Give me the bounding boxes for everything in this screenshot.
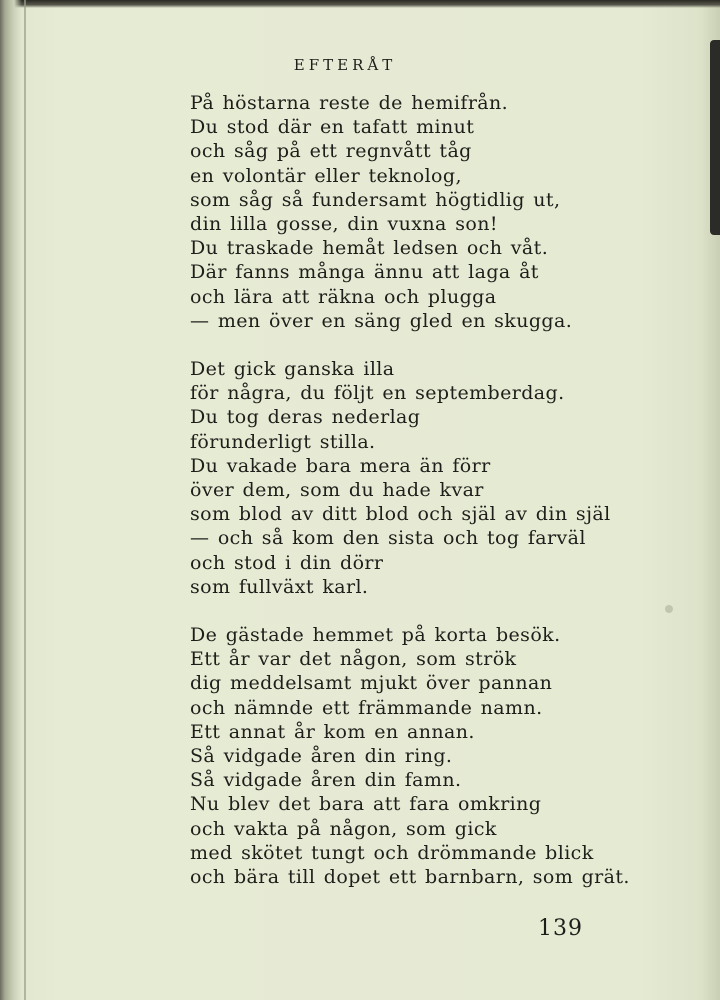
paper-smudge bbox=[665, 605, 673, 613]
poem-line: och stod i din dörr bbox=[190, 551, 384, 574]
poem-line: Så vidgade åren din ring. bbox=[190, 745, 453, 768]
poem-line: din lilla gosse, din vuxna son! bbox=[190, 213, 498, 236]
poem-line: Du vakade bara mera än förr bbox=[190, 454, 491, 477]
poem-line: över dem, som du hade kvar bbox=[190, 479, 484, 502]
poem-line: Så vidgade åren din famn. bbox=[190, 769, 462, 792]
poem-line: — och så kom den sista och tog farväl bbox=[190, 527, 586, 550]
right-edge-clip bbox=[710, 40, 720, 235]
poem-line: Du traskade hemåt ledsen och våt. bbox=[190, 237, 549, 260]
poem-line: Det gick ganska illa bbox=[190, 358, 395, 381]
poem-line: dig meddelsamt mjukt över pannan bbox=[190, 672, 553, 695]
poem-line: Du tog deras nederlag bbox=[190, 406, 421, 429]
poem-line: som såg så fundersamt högtidlig ut, bbox=[190, 188, 561, 211]
poem-line: som blod av ditt blod och själ av din själ bbox=[190, 503, 611, 526]
poem-line: Ett år var det någon, som strök bbox=[190, 648, 517, 671]
poem-line: och bära till dopet ett barnbarn, som grät. bbox=[190, 866, 630, 889]
poem-line: med skötet tungt och drömmande blick bbox=[190, 841, 594, 864]
page-left-edge bbox=[0, 0, 22, 1000]
poem-line: Du stod där en tafatt minut bbox=[190, 116, 475, 139]
poem-line: — men över en säng gled en skugga. bbox=[190, 309, 573, 332]
stanza-1 bbox=[190, 91, 650, 333]
poem-line: Ett annat år kom en annan. bbox=[190, 720, 475, 743]
poem-line: Där fanns många ännu att laga åt bbox=[190, 261, 539, 284]
poem-line: som fullväxt karl. bbox=[190, 575, 369, 598]
poem-line: förunderligt stilla. bbox=[190, 430, 376, 453]
poem-line: och såg på ett regnvått tåg bbox=[190, 140, 472, 163]
poem-line: och lära att räkna och plugga bbox=[190, 285, 497, 308]
stanza-3 bbox=[190, 623, 650, 889]
page-number: 139 bbox=[538, 916, 583, 941]
stanza-2 bbox=[190, 357, 650, 599]
spine-line bbox=[24, 0, 26, 1000]
poem-title: EFTERÅT bbox=[293, 56, 397, 74]
poem-line: De gästade hemmet på korta besök. bbox=[190, 624, 561, 647]
page-top-edge bbox=[0, 0, 720, 8]
poem-line: och nämnde ett främmande namn. bbox=[190, 696, 543, 719]
poem-line: Nu blev det bara att fara omkring bbox=[190, 793, 542, 816]
poem-line: för några, du följt en septemberdag. bbox=[190, 382, 565, 405]
poem-line: en volontär eller teknolog, bbox=[190, 164, 462, 187]
poem-line: På höstarna reste de hemifrån. bbox=[190, 92, 509, 114]
poem-body bbox=[190, 91, 650, 889]
poem-line: och vakta på någon, som gick bbox=[190, 817, 497, 840]
